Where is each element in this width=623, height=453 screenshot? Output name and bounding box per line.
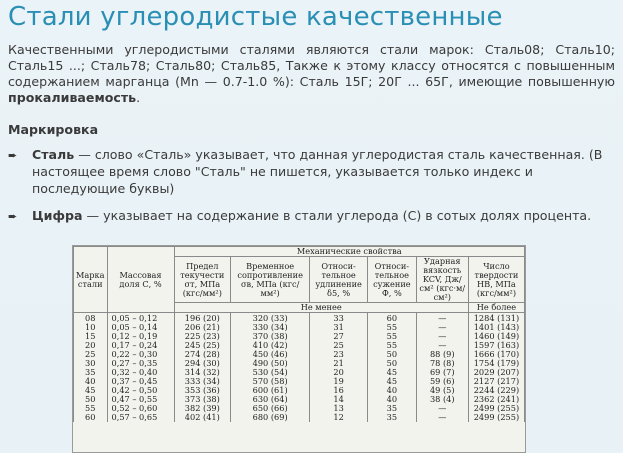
table-cell: 45	[74, 386, 108, 395]
table-cell: 1401 (143)	[468, 323, 524, 332]
table-cell: —	[416, 413, 468, 422]
table-cell: —	[416, 323, 468, 332]
col-yield-header: Предел текучести σт, МПа (кгс/мм²)	[174, 257, 231, 303]
bullet-desc: — слово «Сталь» указывает, что данная углеродистая сталь качественная. (В настоящее время слово "Сталь" не пишется, указывается только индекс и последующие буквы)	[32, 147, 603, 196]
table-cell: 2499 (255)	[468, 404, 524, 413]
table-cell: 35	[368, 413, 417, 422]
table-cell: 0,05 – 0,14	[107, 323, 174, 332]
table-cell: 23	[310, 350, 368, 359]
table-cell: 69 (7)	[416, 368, 468, 377]
table-cell: 55	[74, 404, 108, 413]
table-cell: 373 (38)	[174, 395, 231, 404]
table-cell: 60	[74, 413, 108, 422]
table-cell: 680 (69)	[231, 413, 310, 422]
table-cell: 40	[74, 377, 108, 386]
arrow-bullet-icon: ➨	[8, 210, 18, 223]
table-cell: 78 (8)	[416, 359, 468, 368]
steel-properties-table-image	[72, 245, 526, 453]
bullet-term: Цифра	[32, 208, 83, 223]
table-cell: 1597 (163)	[468, 341, 524, 350]
table-cell: 2029 (207)	[468, 368, 524, 377]
table-cell: 530 (54)	[231, 368, 310, 377]
table-cell: 0,27 – 0,35	[107, 359, 174, 368]
table-cell: 0,37 – 0,45	[107, 377, 174, 386]
table-cell: 0,05 – 0,12	[107, 313, 174, 324]
table-cell: 0,12 – 0,19	[107, 332, 174, 341]
table-cell: 55	[368, 323, 417, 332]
table-cell: 49 (5)	[416, 386, 468, 395]
table-cell: —	[416, 341, 468, 350]
table-cell: 320 (33)	[231, 313, 310, 324]
table-cell: 450 (46)	[231, 350, 310, 359]
table-cell: 88 (9)	[416, 350, 468, 359]
table-cell: 245 (25)	[174, 341, 231, 350]
table-cell: 50	[74, 395, 108, 404]
table-cell: 0,52 – 0,60	[107, 404, 174, 413]
table-cell: 30	[74, 359, 108, 368]
table-cell: 0,47 – 0,55	[107, 395, 174, 404]
col-grade-header: Марка стали	[74, 247, 108, 313]
table-cell: 10	[74, 323, 108, 332]
intro-end: .	[136, 90, 141, 105]
table-cell: 1754 (179)	[468, 359, 524, 368]
table-body	[74, 313, 525, 423]
table-cell: 40	[368, 386, 417, 395]
table-cell: 600 (61)	[231, 386, 310, 395]
table-cell: 2244 (229)	[468, 386, 524, 395]
table-cell: 333 (34)	[174, 377, 231, 386]
table-cell: 50	[368, 359, 417, 368]
table-cell: 20	[310, 368, 368, 377]
table-cell: 12	[310, 413, 368, 422]
subheading: Маркировка	[8, 122, 99, 137]
col-carbon-header: Массовая доля С, %	[107, 247, 174, 313]
col-impact-header: Ударная вязкость KCV, Дж/см² (кгс·м/см²)	[416, 257, 468, 303]
table-cell: 60	[368, 313, 417, 324]
table-cell: 25	[74, 350, 108, 359]
table-cell: 330 (34)	[231, 323, 310, 332]
not-more-header: Не более	[468, 303, 524, 313]
table-cell: 402 (41)	[174, 413, 231, 422]
table-cell: 0,17 – 0,24	[107, 341, 174, 350]
table-row	[74, 413, 525, 422]
intro-bold-term: прокаливаемость	[8, 90, 137, 105]
table-cell: 0,22 – 0,30	[107, 350, 174, 359]
table-cell: 206 (21)	[174, 323, 231, 332]
table-cell: 40	[368, 395, 417, 404]
table-cell: 410 (42)	[231, 341, 310, 350]
table-cell: 0,57 – 0,65	[107, 413, 174, 422]
table-cell: 2362 (241)	[468, 395, 524, 404]
table-cell: 45	[368, 377, 417, 386]
table-cell: —	[416, 404, 468, 413]
table-cell: 15	[74, 332, 108, 341]
table-cell: 13	[310, 404, 368, 413]
arrow-bullet-icon: ➨	[8, 149, 18, 162]
table-cell: 19	[310, 377, 368, 386]
table-cell: 1460 (149)	[468, 332, 524, 341]
table-cell: 59 (6)	[416, 377, 468, 386]
table-cell: 650 (66)	[231, 404, 310, 413]
table-cell: 0,32 – 0,40	[107, 368, 174, 377]
table-cell: 196 (20)	[174, 313, 231, 324]
table-cell: 490 (50)	[231, 359, 310, 368]
table-cell: 294 (30)	[174, 359, 231, 368]
table-cell: 20	[74, 341, 108, 350]
table-cell: 55	[368, 341, 417, 350]
table-cell: 08	[74, 313, 108, 324]
table-cell: 35	[368, 404, 417, 413]
bullet-text	[32, 146, 607, 197]
intro-text: Качественными углеродистыми сталями являются стали марок: Сталь08; Сталь10; Сталь15 ...; Сталь78; Сталь80; Сталь85, Также к этому классу относятся с повышенным содержанием марганца (Mn — 0.7-1.0 %): Сталь 15Г; 20Г ... 65Г, имеющие повышенную	[8, 42, 615, 89]
bullet-term: Сталь	[32, 147, 75, 162]
table-cell: 2127 (217)	[468, 377, 524, 386]
slide-title: Стали углеродистые качественные	[8, 2, 503, 32]
table-cell: 1666 (170)	[468, 350, 524, 359]
not-less-header: Не менее	[174, 303, 468, 313]
table-cell: 370 (38)	[231, 332, 310, 341]
table-cell: 25	[310, 341, 368, 350]
col-tensile-header: Временное сопротивление σв, МПа (кгс/мм²)	[231, 257, 310, 303]
table-cell: 55	[368, 332, 417, 341]
table-cell: 225 (23)	[174, 332, 231, 341]
col-elongation-header: Относи-тельное удлинение δ5, %	[310, 257, 368, 303]
table-cell: 274 (28)	[174, 350, 231, 359]
table-cell: 35	[74, 368, 108, 377]
table-cell: 353 (36)	[174, 386, 231, 395]
table-cell: —	[416, 332, 468, 341]
table-cell: 33	[310, 313, 368, 324]
table-cell: —	[416, 313, 468, 324]
table-cell: 31	[310, 323, 368, 332]
table-cell: 314 (32)	[174, 368, 231, 377]
table-cell: 570 (58)	[231, 377, 310, 386]
table-cell: 50	[368, 350, 417, 359]
table-cell: 14	[310, 395, 368, 404]
table-cell: 16	[310, 386, 368, 395]
col-hardness-header: Число твердости HB, МПа (кгс/мм²)	[468, 257, 524, 303]
intro-paragraph	[8, 42, 615, 106]
table-cell: 27	[310, 332, 368, 341]
table-cell: 1284 (131)	[468, 313, 524, 324]
steel-properties-table	[73, 246, 525, 422]
table-cell: 21	[310, 359, 368, 368]
table-cell: 38 (4)	[416, 395, 468, 404]
mech-properties-header: Механические свойства	[174, 247, 524, 257]
col-reduction-header: Относи-тельное сужение Ф, %	[368, 257, 417, 303]
table-cell: 0,42 – 0,50	[107, 386, 174, 395]
bullet-desc: — указывает на содержание в стали углерода (С) в сотых долях процента.	[82, 208, 592, 223]
table-cell: 630 (64)	[231, 395, 310, 404]
table-cell: 382 (39)	[174, 404, 231, 413]
table-cell: 45	[368, 368, 417, 377]
bullet-text	[32, 207, 607, 224]
table-cell: 2499 (255)	[468, 413, 524, 422]
